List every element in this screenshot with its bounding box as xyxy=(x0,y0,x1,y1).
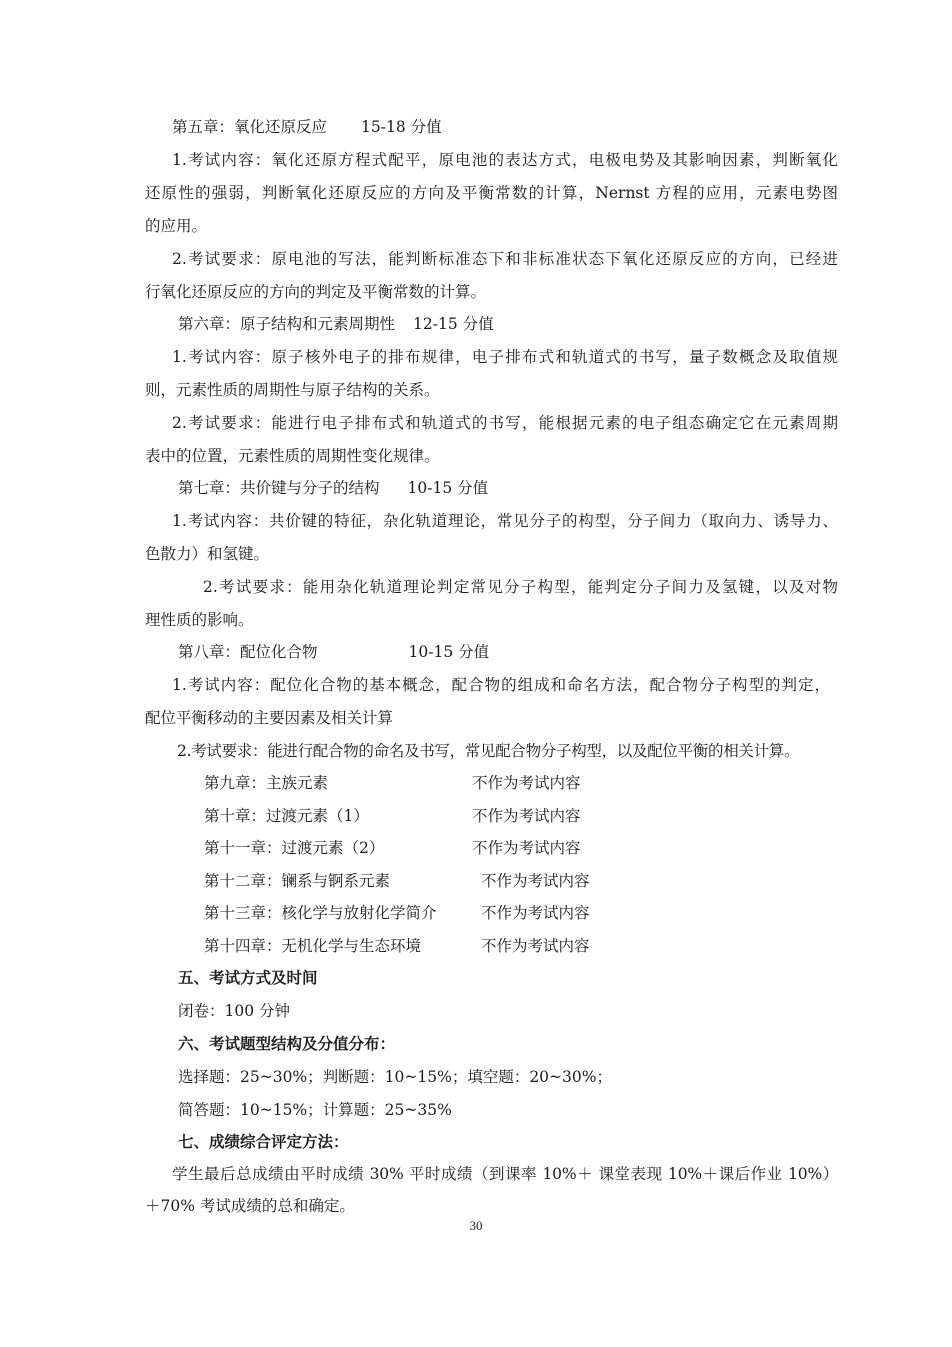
ch8-requirement-line-1: 2.考试要求：能进行配合物的命名及书写，常见配合物分子构型，以及配位平衡的相关计算。 xyxy=(177,742,800,760)
excluded-chapter-name: 第十四章：无机化学与生态环境 xyxy=(204,937,422,955)
excluded-chapter-note: 不作为考试内容 xyxy=(481,872,590,890)
ch6-content-line-1: 1.考试内容：原子核外电子的排布规律，电子排布式和轨道式的书写，量子数概念及取值规 xyxy=(172,348,838,366)
chapter-score: 12-15 分值 xyxy=(413,315,494,333)
chapter-title: 第八章：配位化合物 xyxy=(178,643,318,661)
chapter-score: 15-18 分值 xyxy=(361,118,442,136)
excluded-chapter-note: 不作为考试内容 xyxy=(472,807,581,825)
section-7-title: 七、成绩综合评定方法： xyxy=(178,1133,349,1151)
chapter-score: 10-15 分值 xyxy=(407,479,489,497)
ch5-content-line-2: 还原性的强弱，判断氧化还原反应的方向及平衡常数的计算，Nernst 方程的应用，元素电势图 xyxy=(145,184,838,202)
chapter-title: 第六章：原子结构和元素周期性 xyxy=(178,315,396,333)
ch6-requirement-line-1: 2.考试要求：能进行电子排布式和轨道式的书写，能根据元素的电子组态确定它在元素周期 xyxy=(172,414,838,432)
ch7-requirement-line-1: 2.考试要求：能用杂化轨道理论判定常见分子构型，能判定分子间力及氢键，以及对物 xyxy=(203,578,838,596)
chapter-6-heading xyxy=(178,313,878,335)
section-7-line-1: 学生最后总成绩由平时成绩 30% 平时成绩（到课率 10%＋ 课堂表现 10%＋课后作业 10%） xyxy=(172,1165,838,1183)
section-7-line-2: ＋70% 考试成绩的总和确定。 xyxy=(145,1197,355,1215)
chapter-8-heading xyxy=(178,641,878,663)
ch8-content-line-1: 1.考试内容：配位化合物的基本概念，配合物的组成和命名方法，配合物分子构型的判定， xyxy=(172,676,830,694)
ch6-requirement-line-2: 表中的位置，元素性质的周期性变化规律。 xyxy=(145,447,440,465)
excluded-chapter-name: 第十章：过渡元素（1） xyxy=(204,807,369,825)
section-6-line-1: 选择题：25~30%；判断题：10~15%；填空题：20~30%； xyxy=(178,1068,612,1086)
chapter-score: 10-15 分值 xyxy=(408,643,490,661)
chapter-title: 第五章：氧化还原反应 xyxy=(172,118,328,136)
section-6-title: 六、考试题型结构及分值分布： xyxy=(178,1035,396,1053)
excluded-chapter-name: 第十三章：核化学与放射化学简介 xyxy=(204,904,437,922)
ch7-requirement-line-2: 理性质的影响。 xyxy=(145,611,254,629)
ch5-requirement-line-2: 行氧化还原反应的方向的判定及平衡常数的计算。 xyxy=(145,283,487,301)
page-number: 30 xyxy=(469,1218,483,1233)
chapter-7-heading xyxy=(178,477,878,499)
excluded-chapter-name: 第九章：主族元素 xyxy=(204,774,329,792)
excluded-chapter-note: 不作为考试内容 xyxy=(481,904,590,922)
section-5-title: 五、考试方式及时间 xyxy=(178,969,318,987)
section-5-text: 闭卷：100 分钟 xyxy=(178,1002,291,1020)
ch5-content-line-3: 的应用。 xyxy=(145,217,208,235)
ch6-content-line-2: 则，元素性质的周期性与原子结构的关系。 xyxy=(145,381,440,399)
ch5-requirement-line-1: 2.考试要求：原电池的写法，能判断标准态下和非标准状态下氧化还原反应的方向，已经进 xyxy=(172,250,838,268)
ch8-content-line-2: 配位平衡移动的主要因素及相关计算 xyxy=(145,709,394,727)
excluded-chapter-name: 第十二章：镧系与锕系元素 xyxy=(204,872,391,890)
section-6-line-2: 简答题：10~15%；计算题：25~35% xyxy=(178,1101,452,1119)
excluded-chapter-name: 第十一章：过渡元素（2） xyxy=(204,839,385,857)
ch7-content-line-1: 1.考试内容：共价键的特征，杂化轨道理论，常见分子的构型，分子间力（取向力、诱导力、 xyxy=(172,512,838,530)
excluded-chapter-note: 不作为考试内容 xyxy=(472,839,581,857)
excluded-chapter-note: 不作为考试内容 xyxy=(472,774,581,792)
chapter-title: 第七章：共价键与分子的结构 xyxy=(178,479,380,497)
ch5-content-line-1: 1.考试内容：氧化还原方程式配平，原电池的表达方式，电极电势及其影响因素，判断氧化 xyxy=(172,151,838,169)
excluded-chapter-note: 不作为考试内容 xyxy=(481,937,590,955)
chapter-5-heading xyxy=(172,116,872,138)
ch7-content-line-2: 色散力）和氢键。 xyxy=(145,545,270,563)
